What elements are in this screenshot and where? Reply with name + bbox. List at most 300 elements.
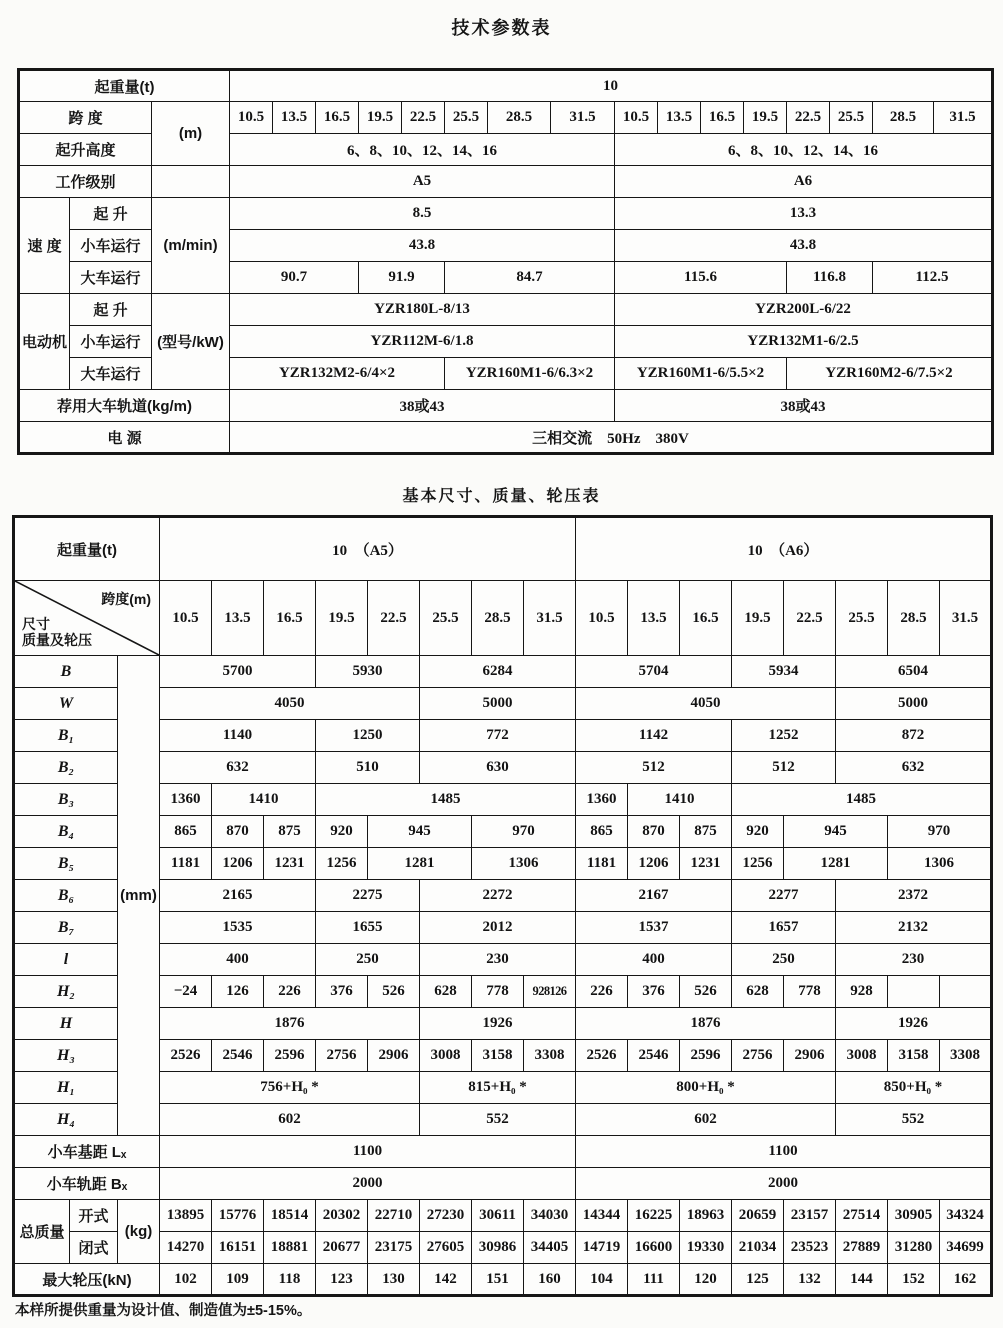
table-cell: 1876 bbox=[576, 1008, 836, 1040]
table-cell: 25.5 bbox=[420, 581, 472, 656]
table-cell: 三相交流 50Hz 380V bbox=[230, 422, 993, 454]
row-B1 bbox=[14, 720, 992, 752]
table-cell: 大车运行 bbox=[70, 358, 152, 390]
table-cell: 2000 bbox=[576, 1168, 992, 1200]
table-cell: 1410 bbox=[628, 784, 732, 816]
table-cell: 28.5 bbox=[888, 581, 940, 656]
table-cell: 109 bbox=[212, 1264, 264, 1296]
table-cell: 小车运行 bbox=[70, 326, 152, 358]
diagonal-label-span: 跨度(m) bbox=[101, 591, 151, 607]
table-cell: 16151 bbox=[212, 1232, 264, 1264]
table-cell: 226 bbox=[576, 976, 628, 1008]
table-cell: (mm) bbox=[118, 656, 160, 1136]
table-cell: 31.5 bbox=[524, 581, 576, 656]
table-cell: 22.5 bbox=[787, 102, 830, 134]
row-capacity-header bbox=[14, 517, 992, 581]
table-cell: 1876 bbox=[160, 1008, 420, 1040]
table-cell: 945 bbox=[368, 816, 472, 848]
dimensions-table-title: 基本尺寸、质量、轮压表 bbox=[402, 488, 601, 505]
row-W bbox=[14, 688, 992, 720]
table-cell: 1306 bbox=[888, 848, 992, 880]
table-cell: 大车运行 bbox=[70, 262, 152, 294]
row-span bbox=[19, 102, 993, 134]
table-cell: 8.5 bbox=[230, 198, 615, 230]
table-cell: 22710 bbox=[368, 1200, 420, 1232]
table-cell: 闭式 bbox=[70, 1232, 118, 1264]
table-cell: 3008 bbox=[420, 1040, 472, 1072]
table-cell: 875 bbox=[680, 816, 732, 848]
table-cell: 3158 bbox=[888, 1040, 940, 1072]
table-cell: 14344 bbox=[576, 1200, 628, 1232]
row-H3 bbox=[14, 1040, 992, 1072]
table-cell: 16600 bbox=[628, 1232, 680, 1264]
table-cell: 2275 bbox=[316, 880, 420, 912]
table-cell: 162 bbox=[940, 1264, 992, 1296]
table-cell: 870 bbox=[212, 816, 264, 848]
diagonal-wrap bbox=[15, 581, 159, 655]
table-cell: 2526 bbox=[576, 1040, 628, 1072]
table-cell: 19.5 bbox=[359, 102, 402, 134]
table-cell: 1231 bbox=[264, 848, 316, 880]
table-cell: 1281 bbox=[368, 848, 472, 880]
table-cell: 14270 bbox=[160, 1232, 212, 1264]
table-cell: 14719 bbox=[576, 1232, 628, 1264]
table-cell: 5000 bbox=[836, 688, 992, 720]
table-cell: 376 bbox=[628, 976, 680, 1008]
table-cell: 34030 bbox=[524, 1200, 576, 1232]
table-cell: YZR132M1-6/2.5 bbox=[615, 326, 993, 358]
table-cell: 28.5 bbox=[488, 102, 551, 134]
table-cell: YZR112M-6/1.8 bbox=[230, 326, 615, 358]
table-cell: −24 bbox=[160, 976, 212, 1008]
table-cell: 10.5 bbox=[160, 581, 212, 656]
table-cell: 230 bbox=[420, 944, 576, 976]
table-cell: 10.5 bbox=[615, 102, 658, 134]
table-cell: 6504 bbox=[836, 656, 992, 688]
table-cell: 电 源 bbox=[19, 422, 230, 454]
table-cell: 1657 bbox=[732, 912, 836, 944]
table-cell: 13.5 bbox=[658, 102, 701, 134]
row-B6 bbox=[14, 880, 992, 912]
row-total-mass-open bbox=[14, 1200, 992, 1232]
table-cell: 2132 bbox=[836, 912, 992, 944]
table-cell: H₂ bbox=[14, 976, 118, 1008]
table-cell: 5704 bbox=[576, 656, 732, 688]
table-cell: 2012 bbox=[420, 912, 576, 944]
table-cell: 144 bbox=[836, 1264, 888, 1296]
table-cell: 116.8 bbox=[787, 262, 873, 294]
table-cell: 112.5 bbox=[873, 262, 993, 294]
table-cell: 778 bbox=[784, 976, 836, 1008]
table-cell: 3308 bbox=[524, 1040, 576, 1072]
table-cell: 开式 bbox=[70, 1200, 118, 1232]
table-cell: 2165 bbox=[160, 880, 316, 912]
table-cell: 小车运行 bbox=[70, 230, 152, 262]
table-cell: 16225 bbox=[628, 1200, 680, 1232]
table-cell: 602 bbox=[576, 1104, 836, 1136]
table-cell: 荐用大车轨道(kg/m) bbox=[19, 390, 230, 422]
table-cell: 15776 bbox=[212, 1200, 264, 1232]
row-H4 bbox=[14, 1104, 992, 1136]
table-cell: 10 （A6） bbox=[576, 517, 992, 581]
table-cell: 31.5 bbox=[934, 102, 993, 134]
table-cell: 512 bbox=[732, 752, 836, 784]
table-cell: 跨 度 bbox=[19, 102, 152, 134]
table-cell: 28.5 bbox=[873, 102, 934, 134]
row-span-header bbox=[14, 581, 992, 656]
table-cell: B bbox=[14, 656, 118, 688]
table-cell: 34324 bbox=[940, 1200, 992, 1232]
table-cell: B₃ bbox=[14, 784, 118, 816]
table-cell: 22.5 bbox=[402, 102, 445, 134]
table-cell: 928 bbox=[836, 976, 888, 1008]
table-cell: 1306 bbox=[472, 848, 576, 880]
table-cell: 13.5 bbox=[212, 581, 264, 656]
table-cell: YZR132M2-6/4×2 bbox=[230, 358, 445, 390]
table-cell: B₅ bbox=[14, 848, 118, 880]
table-cell: 16.5 bbox=[680, 581, 732, 656]
table-cell: 126 bbox=[212, 976, 264, 1008]
row-max-wheel-pressure bbox=[14, 1264, 992, 1296]
table-cell: 19.5 bbox=[316, 581, 368, 656]
table-cell: 628 bbox=[732, 976, 784, 1008]
table-cell: 6284 bbox=[420, 656, 576, 688]
table-cell: 1410 bbox=[212, 784, 316, 816]
table-cell: 工作级别 bbox=[19, 166, 152, 198]
table-cell: B₆ bbox=[14, 880, 118, 912]
table-cell: (m) bbox=[152, 102, 230, 166]
table-cell: 6、8、10、12、14、16 bbox=[230, 134, 615, 166]
table-cell: 230 bbox=[836, 944, 992, 976]
table-cell: 16.5 bbox=[701, 102, 744, 134]
table-cell: W bbox=[14, 688, 118, 720]
table-cell: 4050 bbox=[576, 688, 836, 720]
table-cell: 20677 bbox=[316, 1232, 368, 1264]
table-cell: 630 bbox=[420, 752, 576, 784]
table-cell: 510 bbox=[316, 752, 420, 784]
table-cell: 815+H₀ * bbox=[420, 1072, 576, 1104]
table-cell: 123 bbox=[316, 1264, 368, 1296]
table-cell: 25.5 bbox=[836, 581, 888, 656]
table-cell: 778 bbox=[472, 976, 524, 1008]
row-trolley-wheelbase bbox=[14, 1136, 992, 1168]
table-cell: YZR160M2-6/7.5×2 bbox=[787, 358, 993, 390]
table-cell: 102 bbox=[160, 1264, 212, 1296]
table-cell: 104 bbox=[576, 1264, 628, 1296]
table-cell: 800+H₀ * bbox=[576, 1072, 836, 1104]
table-cell: B₁ bbox=[14, 720, 118, 752]
table-cell: 总质量 bbox=[14, 1200, 70, 1264]
dimensions-mass-wheel-pressure-table bbox=[12, 515, 993, 1297]
table-cell: 1100 bbox=[160, 1136, 576, 1168]
table-cell: 13895 bbox=[160, 1200, 212, 1232]
table-cell: 526 bbox=[680, 976, 732, 1008]
table-cell: 118 bbox=[264, 1264, 316, 1296]
table-cell: 945 bbox=[784, 816, 888, 848]
row-B2 bbox=[14, 752, 992, 784]
table-cell: 1181 bbox=[576, 848, 628, 880]
table-cell: 31.5 bbox=[551, 102, 615, 134]
table-cell bbox=[888, 976, 940, 1008]
table-cell: 5000 bbox=[420, 688, 576, 720]
table-cell: 872 bbox=[836, 720, 992, 752]
table-cell: 1181 bbox=[160, 848, 212, 880]
table-cell: 5934 bbox=[732, 656, 836, 688]
row-recommended-rail bbox=[19, 390, 993, 422]
table-cell: 1360 bbox=[576, 784, 628, 816]
diagonal-label-mass-wheel: 质量及轮压 bbox=[22, 632, 92, 648]
table-cell: 速 度 bbox=[19, 198, 70, 294]
table-cell: 2000 bbox=[160, 1168, 576, 1200]
table-cell: 2596 bbox=[264, 1040, 316, 1072]
table-cell: 23175 bbox=[368, 1232, 420, 1264]
table-cell: 250 bbox=[316, 944, 420, 976]
table-cell: 16.5 bbox=[316, 102, 359, 134]
table-cell: 20659 bbox=[732, 1200, 784, 1232]
table-cell: 起重量(t) bbox=[19, 70, 230, 102]
table-cell: 90.7 bbox=[230, 262, 359, 294]
table-cell: 1926 bbox=[420, 1008, 576, 1040]
table-cell: 1142 bbox=[576, 720, 732, 752]
table-cell: 1206 bbox=[628, 848, 680, 880]
table-cell: 3158 bbox=[472, 1040, 524, 1072]
row-trolley-gauge bbox=[14, 1168, 992, 1200]
table-cell: (m/min) bbox=[152, 198, 230, 294]
table-cell: 115.6 bbox=[615, 262, 787, 294]
table-cell: (kg) bbox=[118, 1200, 160, 1264]
table-cell: H₄ bbox=[14, 1104, 118, 1136]
row-speed-hoisting bbox=[19, 198, 993, 230]
table-cell: 3308 bbox=[940, 1040, 992, 1072]
table-cell: 142 bbox=[420, 1264, 472, 1296]
diagonal-label-dimension: 尺寸 bbox=[22, 616, 50, 632]
table-cell: 2546 bbox=[628, 1040, 680, 1072]
table-cell: 10 bbox=[230, 70, 993, 102]
table-cell: 920 bbox=[316, 816, 368, 848]
table-cell: YZR200L-6/22 bbox=[615, 294, 993, 326]
table-cell: 3008 bbox=[836, 1040, 888, 1072]
table-cell: 5930 bbox=[316, 656, 420, 688]
table-cell: 13.3 bbox=[615, 198, 993, 230]
table-cell: 19.5 bbox=[744, 102, 787, 134]
table-cell: 21034 bbox=[732, 1232, 784, 1264]
table-cell: 152 bbox=[888, 1264, 940, 1296]
table-cell: 1250 bbox=[316, 720, 420, 752]
table-cell: 526 bbox=[368, 976, 420, 1008]
table-cell: 23523 bbox=[784, 1232, 836, 1264]
table-cell bbox=[152, 166, 230, 198]
table-cell: 400 bbox=[576, 944, 732, 976]
table-cell: (型号/kW) bbox=[152, 294, 230, 390]
row-H2 bbox=[14, 976, 992, 1008]
table-cell: 34699 bbox=[940, 1232, 992, 1264]
table-cell: 起 升 bbox=[70, 198, 152, 230]
footnote: 本样所提供重量为设计值、制造值为±5-15%。 bbox=[15, 1303, 312, 1319]
table-cell: A5 bbox=[230, 166, 615, 198]
table-cell: 2272 bbox=[420, 880, 576, 912]
table-cell: 1140 bbox=[160, 720, 316, 752]
table-cell: 2526 bbox=[160, 1040, 212, 1072]
table-cell: 10 （A5） bbox=[160, 517, 576, 581]
table-cell: 2596 bbox=[680, 1040, 732, 1072]
table-cell: 1360 bbox=[160, 784, 212, 816]
row-B3 bbox=[14, 784, 992, 816]
table-cell: 772 bbox=[420, 720, 576, 752]
row-H1 bbox=[14, 1072, 992, 1104]
table-cell: 6、8、10、12、14、16 bbox=[615, 134, 993, 166]
table-cell: 920 bbox=[732, 816, 784, 848]
table-cell: 151 bbox=[472, 1264, 524, 1296]
table-cell: 1231 bbox=[680, 848, 732, 880]
row-B7 bbox=[14, 912, 992, 944]
table-cell: 2756 bbox=[316, 1040, 368, 1072]
table-cell: 31280 bbox=[888, 1232, 940, 1264]
row-B4 bbox=[14, 816, 992, 848]
table-cell: 19.5 bbox=[732, 581, 784, 656]
table-cell: 38或43 bbox=[615, 390, 993, 422]
table-cell: 552 bbox=[836, 1104, 992, 1136]
tech-parameters-title: 技术参数表 bbox=[451, 18, 552, 38]
table-cell: 970 bbox=[888, 816, 992, 848]
table-cell: 512 bbox=[576, 752, 732, 784]
table-cell: 起 升 bbox=[70, 294, 152, 326]
table-cell: 2546 bbox=[212, 1040, 264, 1072]
table-cell: 25.5 bbox=[830, 102, 873, 134]
table-cell: 1256 bbox=[732, 848, 784, 880]
table-cell: 2906 bbox=[784, 1040, 836, 1072]
table-cell: 19330 bbox=[680, 1232, 732, 1264]
table-cell: 13.5 bbox=[628, 581, 680, 656]
table-cell: 1256 bbox=[316, 848, 368, 880]
table-cell: 5700 bbox=[160, 656, 316, 688]
row-power-supply bbox=[19, 422, 993, 454]
table-cell: 30905 bbox=[888, 1200, 940, 1232]
table-cell: 130 bbox=[368, 1264, 420, 1296]
table-cell: B₄ bbox=[14, 816, 118, 848]
table-cell: 34405 bbox=[524, 1232, 576, 1264]
table-cell: 起重量(t) bbox=[14, 517, 160, 581]
table-cell: 27605 bbox=[420, 1232, 472, 1264]
table-cell: 18963 bbox=[680, 1200, 732, 1232]
table-cell: 30611 bbox=[472, 1200, 524, 1232]
table-cell: 125 bbox=[732, 1264, 784, 1296]
table-cell: 875 bbox=[264, 816, 316, 848]
row-lifting-capacity bbox=[19, 70, 993, 102]
table-cell: 226 bbox=[264, 976, 316, 1008]
table-cell: l bbox=[14, 944, 118, 976]
table-cell: 20302 bbox=[316, 1200, 368, 1232]
table-cell: 43.8 bbox=[230, 230, 615, 262]
table-cell: 30986 bbox=[472, 1232, 524, 1264]
table-cell: 632 bbox=[836, 752, 992, 784]
table-cell: A6 bbox=[615, 166, 993, 198]
table-cell: YZR160M1-6/5.5×2 bbox=[615, 358, 787, 390]
table-cell: 250 bbox=[732, 944, 836, 976]
table-cell: 602 bbox=[160, 1104, 420, 1136]
table-cell: 最大轮压(kN) bbox=[14, 1264, 160, 1296]
table-cell: 18514 bbox=[264, 1200, 316, 1232]
table-cell: 111 bbox=[628, 1264, 680, 1296]
table-cell: 120 bbox=[680, 1264, 732, 1296]
table-cell: 1206 bbox=[212, 848, 264, 880]
table-cell: YZR160M1-6/6.3×2 bbox=[445, 358, 615, 390]
table-cell: 1537 bbox=[576, 912, 732, 944]
table-cell: 小车轨距 Bₓ bbox=[14, 1168, 160, 1200]
table-cell: 22.5 bbox=[368, 581, 420, 656]
table-cell: 91.9 bbox=[359, 262, 445, 294]
row-total-mass-closed bbox=[14, 1232, 992, 1264]
table-cell: 1281 bbox=[784, 848, 888, 880]
table-cell: 1485 bbox=[316, 784, 576, 816]
table-cell: H bbox=[14, 1008, 118, 1040]
row-work-duty bbox=[19, 166, 993, 198]
table-cell: H₃ bbox=[14, 1040, 118, 1072]
table-cell: 38或43 bbox=[230, 390, 615, 422]
table-cell: B₇ bbox=[14, 912, 118, 944]
table-cell: 84.7 bbox=[445, 262, 615, 294]
table-cell: 27889 bbox=[836, 1232, 888, 1264]
table-cell: 小车基距 Lₓ bbox=[14, 1136, 160, 1168]
table-cell: 2756 bbox=[732, 1040, 784, 1072]
table-cell: 1100 bbox=[576, 1136, 992, 1168]
table-cell: 1252 bbox=[732, 720, 836, 752]
table-cell: 22.5 bbox=[784, 581, 836, 656]
table-cell: 2167 bbox=[576, 880, 732, 912]
table-cell: 18881 bbox=[264, 1232, 316, 1264]
table-cell: 16.5 bbox=[264, 581, 316, 656]
table-cell: 160 bbox=[524, 1264, 576, 1296]
table-cell: 起升高度 bbox=[19, 134, 152, 166]
table-cell: 2906 bbox=[368, 1040, 420, 1072]
table-cell: 865 bbox=[576, 816, 628, 848]
table-cell: 10.5 bbox=[230, 102, 273, 134]
table-cell: 28.5 bbox=[472, 581, 524, 656]
tech-parameters-table bbox=[17, 68, 994, 455]
table-cell: 400 bbox=[160, 944, 316, 976]
table-cell: 132 bbox=[784, 1264, 836, 1296]
table-cell: 31.5 bbox=[940, 581, 992, 656]
table-cell: 376 bbox=[316, 976, 368, 1008]
table-cell: 23157 bbox=[784, 1200, 836, 1232]
table-cell: H₁ bbox=[14, 1072, 118, 1104]
table-cell: 850+H₀ * bbox=[836, 1072, 992, 1104]
table-cell: 1535 bbox=[160, 912, 316, 944]
row-motor-hoisting bbox=[19, 294, 993, 326]
row-B bbox=[14, 656, 992, 688]
table-cell: 27514 bbox=[836, 1200, 888, 1232]
diagonal-header-cell bbox=[14, 581, 160, 656]
table-cell: 2372 bbox=[836, 880, 992, 912]
table-cell: 43.8 bbox=[615, 230, 993, 262]
table-cell: 25.5 bbox=[445, 102, 488, 134]
table-cell: 1926 bbox=[836, 1008, 992, 1040]
table-cell: 1485 bbox=[732, 784, 992, 816]
table-cell: YZR180L-8/13 bbox=[230, 294, 615, 326]
table-cell: 1655 bbox=[316, 912, 420, 944]
row-l bbox=[14, 944, 992, 976]
row-B5 bbox=[14, 848, 992, 880]
row-H bbox=[14, 1008, 992, 1040]
table-cell: 632 bbox=[160, 752, 316, 784]
table-cell bbox=[940, 976, 992, 1008]
table-cell: 552 bbox=[420, 1104, 576, 1136]
table-cell: 870 bbox=[628, 816, 680, 848]
table-cell: 928126 bbox=[524, 976, 576, 1008]
table-cell: 2277 bbox=[732, 880, 836, 912]
table-cell: 电动机 bbox=[19, 294, 70, 390]
table-cell: 756+H₀ * bbox=[160, 1072, 420, 1104]
table-cell: B₂ bbox=[14, 752, 118, 784]
